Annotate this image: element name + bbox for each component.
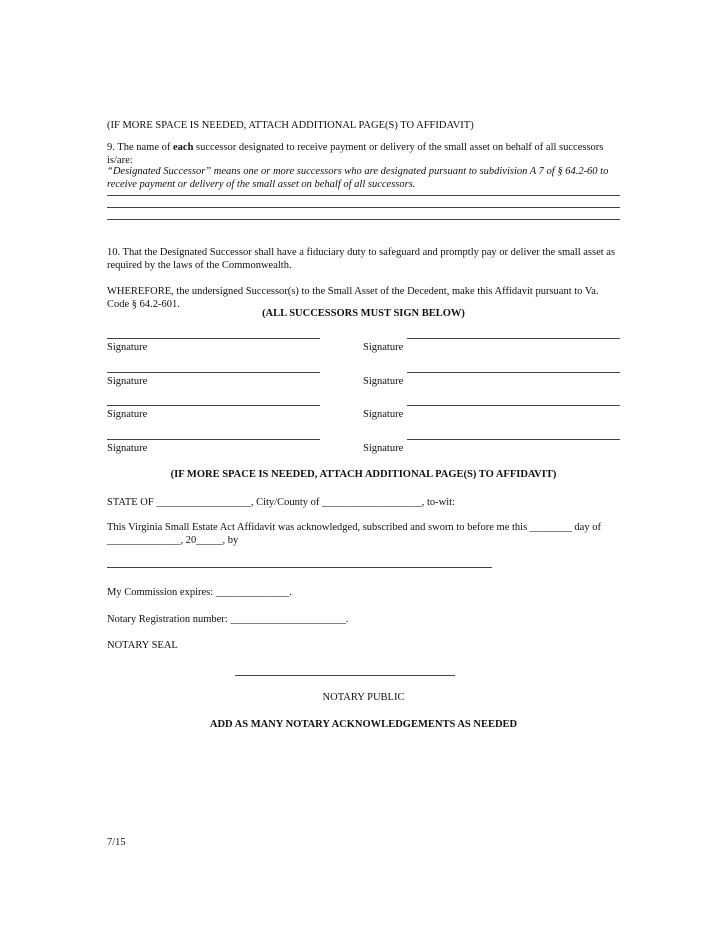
signature-line-right-4[interactable] — [407, 439, 620, 440]
signature-line-right-2[interactable] — [407, 372, 620, 373]
add-notary-instruction: ADD AS MANY NOTARY ACKNOWLEDGEMENTS AS NEEDED — [209, 719, 518, 730]
designated-successor-definition: “Designated Successor” means one or more successors who are designated pursuant to subdivision A 7 of § 64.2-60 to receive payment or delivery of the small asset on behalf of all successors. — [107, 166, 609, 190]
item-10-text: 10. That the Designated Successor shall have a fiduciary duty to safeguard and promptly pay or deliver the small asset as required by the laws of the Commonwealth. — [107, 247, 616, 271]
signature-line-left-2[interactable] — [107, 372, 320, 373]
signature-label: Signature — [107, 409, 148, 420]
successor-name-line-1[interactable] — [107, 195, 620, 196]
signature-line-left-1[interactable] — [107, 338, 320, 339]
form-revision-code: 7/15 — [107, 837, 126, 848]
item-9-post: successor designated to receive payment or delivery of the small asset on behalf of all successors is/are: — [107, 142, 604, 166]
notary-public-label: NOTARY PUBLIC — [322, 692, 405, 703]
state-county-line[interactable]: STATE OF __________________, City/County of ___________________, to-wit: — [107, 497, 456, 508]
notary-registration[interactable]: Notary Registration number: ______________________. — [107, 614, 349, 625]
all-successors-heading: (ALL SUCCESSORS MUST SIGN BELOW) — [262, 308, 465, 319]
signature-label: Signature — [363, 342, 404, 353]
signature-label: Signature — [107, 376, 148, 387]
signature-line-right-1[interactable] — [407, 338, 620, 339]
notary-seal-label: NOTARY SEAL — [107, 640, 178, 651]
signature-line-right-3[interactable] — [407, 405, 620, 406]
successor-name-line-2[interactable] — [107, 207, 620, 208]
signature-line-left-4[interactable] — [107, 439, 320, 440]
item-9-text — [107, 141, 619, 167]
acknowledgment-line-2[interactable]: ______________, 20_____, by — [107, 535, 239, 546]
signature-label: Signature — [107, 443, 148, 454]
notary-signature-line[interactable] — [235, 675, 455, 676]
successor-name-line-3[interactable] — [107, 219, 620, 220]
affiant-name-line[interactable] — [107, 567, 492, 568]
item-9-pre: 9. The name of — [107, 142, 173, 153]
signature-label: Signature — [363, 443, 404, 454]
attach-notice-top: (IF MORE SPACE IS NEEDED, ATTACH ADDITIONAL PAGE(S) TO AFFIDAVIT) — [107, 120, 474, 131]
commission-expires[interactable]: My Commission expires: ______________. — [107, 587, 292, 598]
signature-line-left-3[interactable] — [107, 405, 320, 406]
attach-notice-bold: (IF MORE SPACE IS NEEDED, ATTACH ADDITIONAL PAGE(S) TO AFFIDAVIT) — [170, 469, 557, 480]
acknowledgment-line-1[interactable]: This Virginia Small Estate Act Affidavit was acknowledged, subscribed and sworn to before me this ________ day of — [107, 522, 601, 533]
signature-label: Signature — [107, 342, 148, 353]
signature-label: Signature — [363, 409, 404, 420]
item-9-bold: each — [173, 142, 194, 153]
wherefore-clause: WHEREFORE, the undersigned Successor(s) to the Small Asset of the Decedent, make this Affidavit pursuant to Va. Code § 64.2-601. — [107, 286, 599, 310]
signature-label: Signature — [363, 376, 404, 387]
